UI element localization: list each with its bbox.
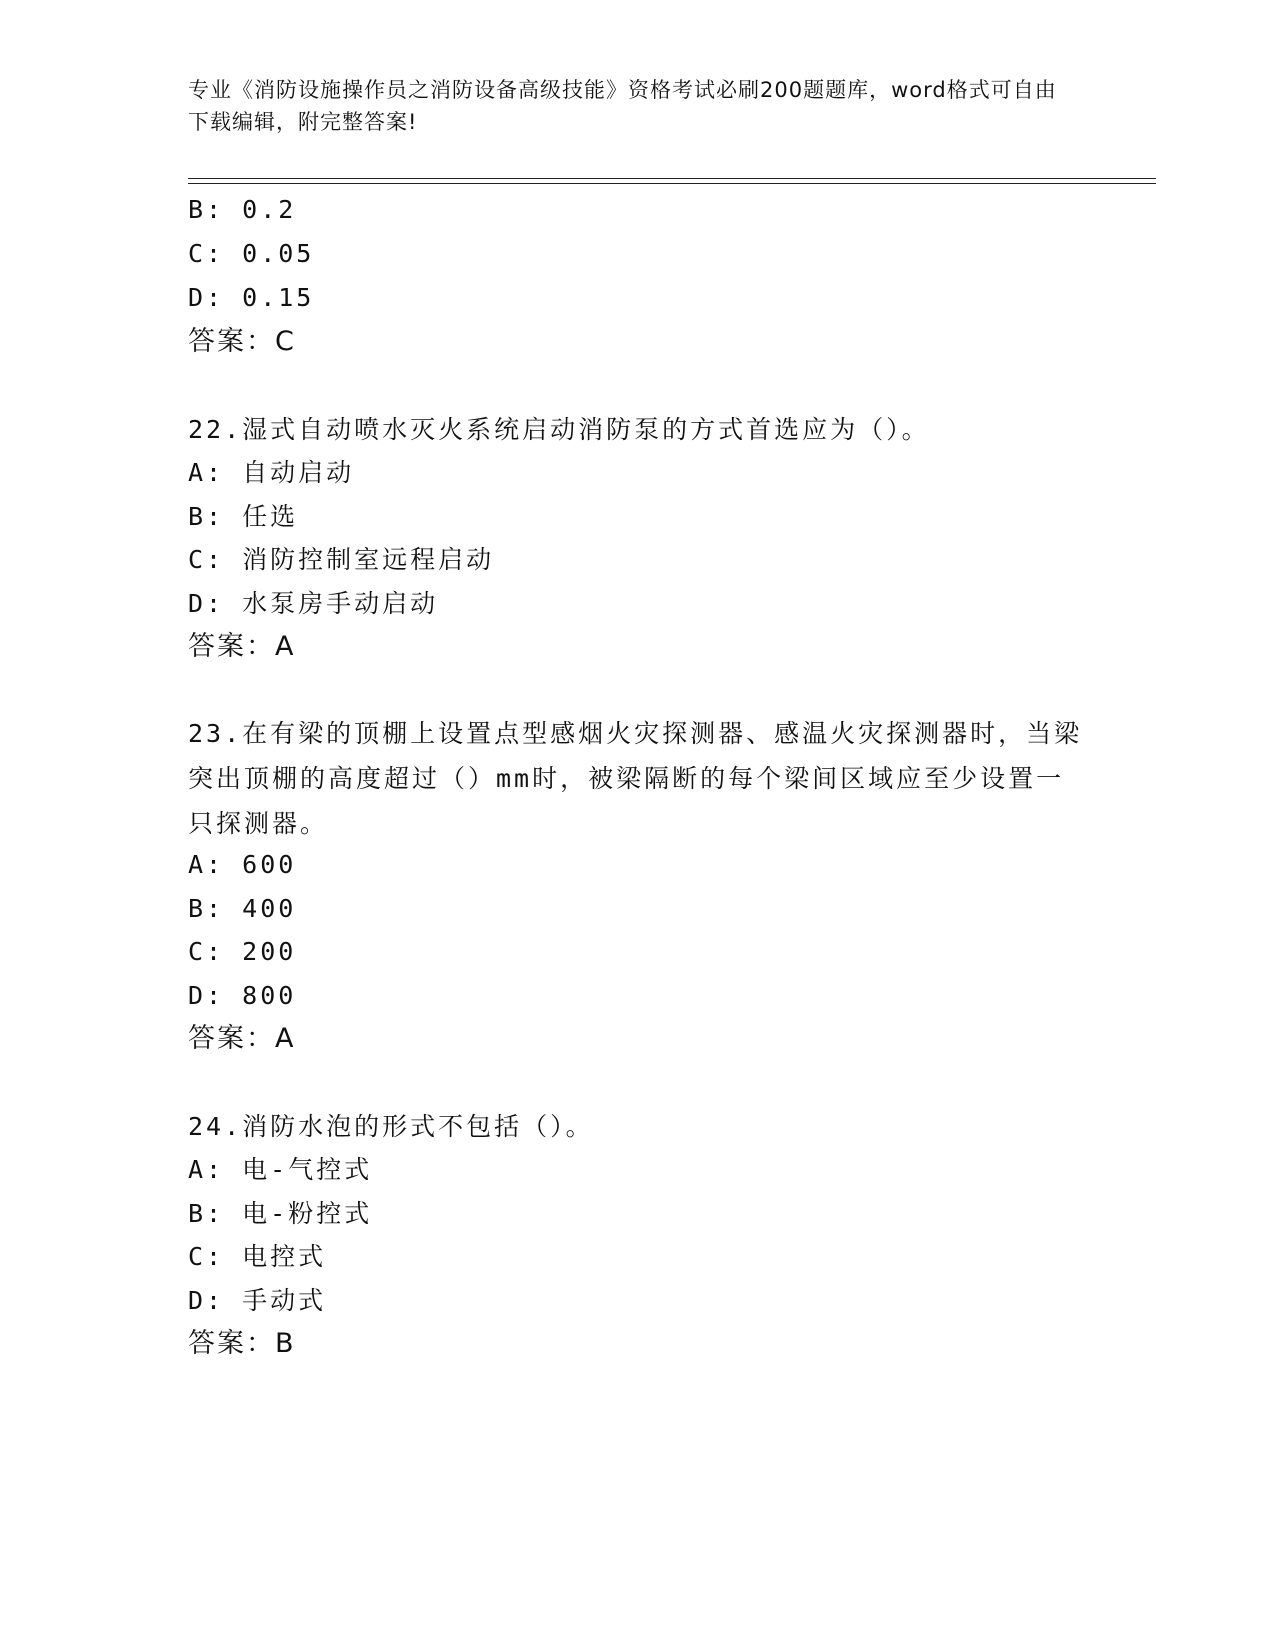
question-22-answer: 答案：A [188,631,296,662]
question-24-option-a: A: 电-气控式 [188,1155,373,1184]
question-22-text: 22.湿式自动喷水灭火系统启动消防泵的方式首选应为（）。 [188,415,930,444]
question-22-option-c: C: 消防控制室远程启动 [188,545,495,574]
header-divider-top [188,178,1156,179]
question-22-option-b: B: 任选 [188,502,299,531]
question-23-text: 23.在有梁的顶棚上设置点型感烟火灾探测器、感温火灾探测器时，当梁突出顶棚的高度超过（）mm时，被梁隔断的每个梁间区域应至少设置一只探测器。 [188,719,1083,838]
document-header: 专业《消防设施操作员之消防设备高级技能》资格考试必刷200题题库，word格式可自由下载编辑，附完整答案! [188,78,1057,134]
question-24-text: 24.消防水泡的形式不包括（）。 [188,1112,594,1141]
question-23-answer: 答案：A [188,1023,296,1054]
question-23-option-b: B: 400 [188,894,297,923]
question-22-option-d: D: 水泵房手动启动 [188,589,439,618]
question-23-option-a: A: 600 [188,850,297,879]
question-23-option-d: D: 800 [188,981,297,1010]
option-b: B: 0.2 [188,195,297,224]
option-c: C: 0.05 [188,239,315,268]
question-24-option-d: D: 手动式 [188,1286,327,1315]
header-divider-bottom [188,183,1156,184]
question-24-option-c: C: 电控式 [188,1242,327,1271]
question-22-option-a: A: 自动启动 [188,458,355,487]
answer-line: 答案：C [188,326,296,357]
option-d: D: 0.15 [188,283,315,312]
question-24-answer: 答案：B [188,1328,296,1359]
question-24-option-b: B: 电-粉控式 [188,1199,373,1228]
question-23-option-c: C: 200 [188,937,297,966]
